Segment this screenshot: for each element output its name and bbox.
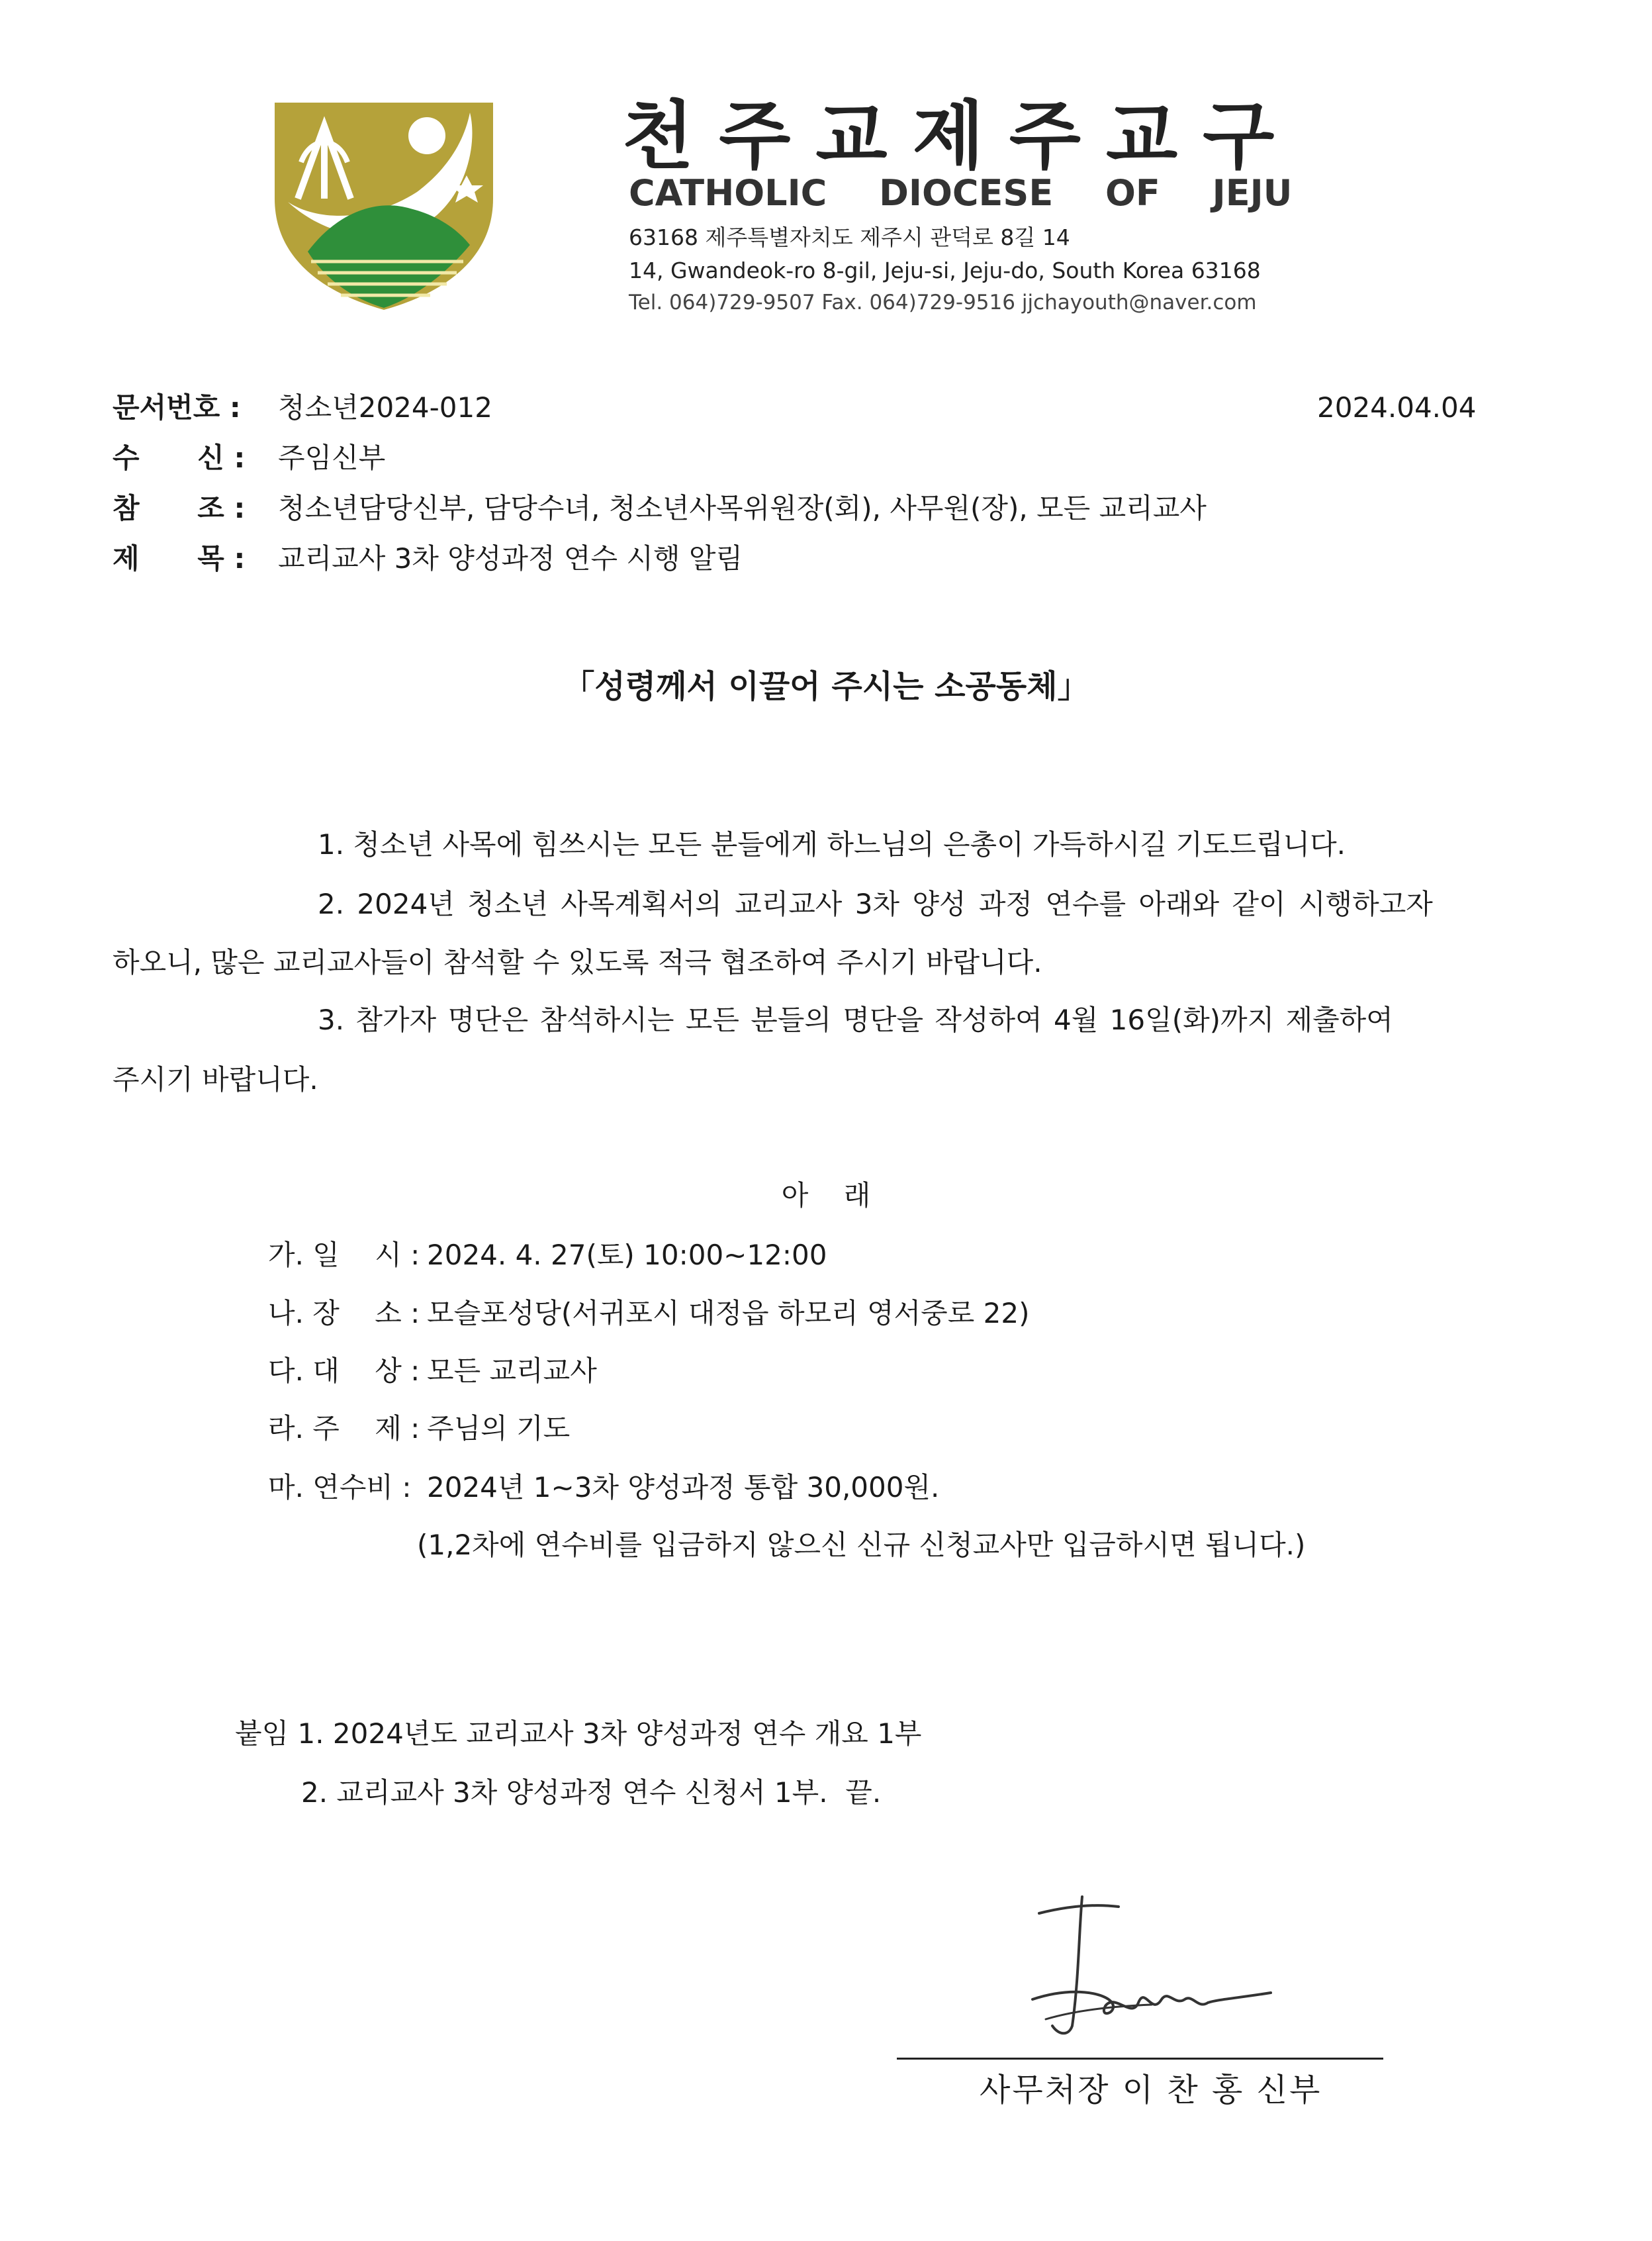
detail-value: 모든 교리교사 <box>427 1355 597 1387</box>
detail-key: 다. 대 상 : <box>268 1355 420 1387</box>
address-korean: 63168 제주특별자치도 제주시 관덕로 8길 14 <box>629 224 1070 250</box>
reference-label: 참 조 : <box>113 492 246 524</box>
handwritten-signature <box>1019 1893 1284 2046</box>
subject: 교리교사 3차 양성과정 연수 시행 알림 <box>278 542 743 575</box>
attachment-2: 2. 교리교사 3차 양성과정 연수 신청서 1부. 끝. <box>301 1776 882 1809</box>
paragraph-2-line-2: 하오니, 많은 교리교사들이 참석할 수 있도록 적극 협조하여 주시기 바랍니다. <box>113 946 1042 978</box>
details-heading: 아 래 <box>781 1179 871 1212</box>
paragraph-3-line-1: 3. 참가자 명단은 참석하시는 모든 분들의 명단을 작성하여 4월 16일(화)까지 제출하여 <box>318 1004 1393 1036</box>
paragraph-1: 1. 청소년 사목에 힘쓰시는 모든 분들에게 하느님의 은총이 가득하시길 기도드립니다. <box>318 828 1346 861</box>
detail-item-fee <box>268 1471 940 1503</box>
diocese-logo <box>271 99 496 311</box>
signer-name: 사무처장 이 찬 홍 신부 <box>980 2072 1322 2109</box>
doc-number-label: 문서번호 : <box>113 391 241 424</box>
signature-line <box>897 2058 1383 2060</box>
paragraph-3-line-2: 주시기 바랍니다. <box>113 1063 318 1096</box>
paragraph-2-line-1: 2. 2024년 청소년 사목계획서의 교리교사 3차 양성 과정 연수를 아래와 같이 시행하고자 <box>318 888 1433 920</box>
detail-item-place <box>268 1297 1030 1329</box>
subject-label: 제 목 : <box>113 542 246 575</box>
org-name-english: CATHOLIC DIOCESE OF JEJU <box>629 172 1293 214</box>
detail-key: 마. 연수비 : <box>268 1471 412 1503</box>
document-date: 2024.04.04 <box>1317 391 1477 424</box>
recipient-row <box>113 444 385 472</box>
attachment-1: 붙임 1. 2024년도 교리교사 3차 양성과정 연수 개요 1부 <box>235 1717 922 1750</box>
detail-item-theme <box>268 1412 571 1445</box>
doc-number: 청소년2024-012 <box>278 391 492 424</box>
detail-item-date <box>268 1241 827 1269</box>
detail-item-target <box>268 1357 597 1385</box>
detail-key: 나. 장 소 : <box>268 1297 420 1329</box>
contact-info: Tel. 064)729-9507 Fax. 064)729-9516 jjchayouth@naver.com <box>629 291 1257 314</box>
subject-row <box>113 542 743 575</box>
address-english: 14, Gwandeok-ro 8-gil, Jeju-si, Jeju-do, South Korea 63168 <box>629 258 1261 283</box>
org-name-korean: 천주교제주교구 <box>622 93 1300 179</box>
detail-key: 가. 일 시 : <box>268 1239 420 1271</box>
detail-value: 2024. 4. 27(토) 10:00~12:00 <box>427 1239 827 1271</box>
detail-value: 주님의 기도 <box>427 1412 571 1445</box>
recipient: 주임신부 <box>278 442 386 474</box>
doc-number-row <box>113 391 492 424</box>
reference-row <box>113 492 1207 524</box>
detail-value: 모슬포성당(서귀포시 대정읍 하모리 영서중로 22) <box>427 1297 1030 1329</box>
detail-key: 라. 주 제 : <box>268 1412 420 1445</box>
detail-value: 2024년 1~3차 양성과정 통합 30,000원. <box>427 1471 940 1503</box>
slogan: 「성령께서 이끌어 주시는 소공동체」 <box>563 668 1089 705</box>
reference: 청소년담당신부, 담당수녀, 청소년사목위원장(회), 사무원(장), 모든 교리교사 <box>278 492 1207 524</box>
fee-note: (1,2차에 연수비를 입금하지 않으신 신규 신청교사만 입금하시면 됩니다.) <box>417 1529 1306 1561</box>
recipient-label: 수 신 : <box>113 442 246 474</box>
